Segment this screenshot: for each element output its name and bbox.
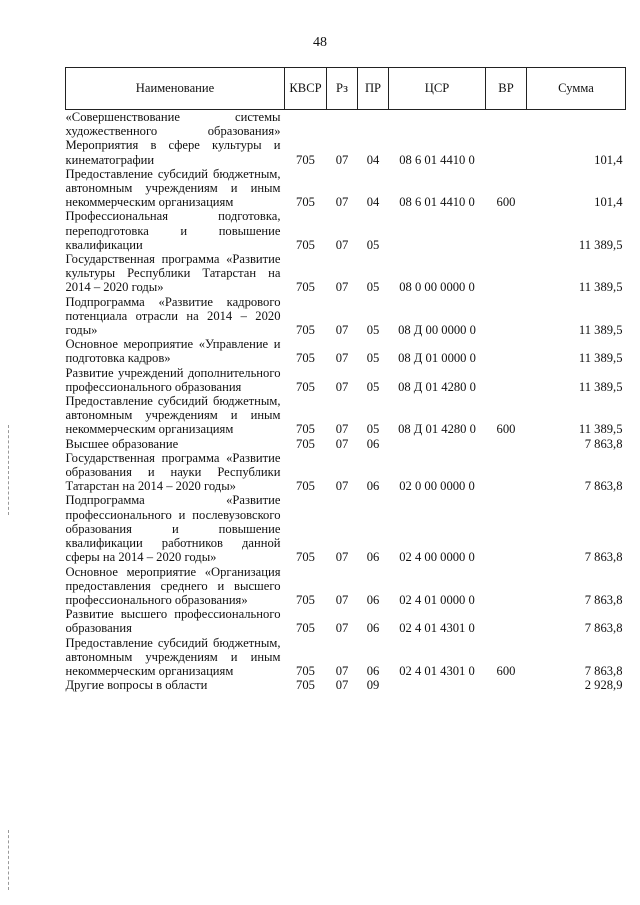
table-row <box>66 437 626 451</box>
cell-csr: 08 6 01 4410 0 <box>399 195 475 210</box>
table-row <box>66 565 626 608</box>
cell-csr: 02 0 00 0000 0 <box>399 479 475 494</box>
cell-sum: 11 389,5 <box>578 323 623 338</box>
cell-vr <box>486 493 527 564</box>
cell-rz: 07 <box>335 621 349 636</box>
cell-name: Подпрограмма «Развитие кадрового потенциала отрасли на 2014 – 2020 годы» <box>65 294 281 338</box>
cell-rz: 07 <box>335 550 349 565</box>
cell-rz: 07 <box>335 678 349 693</box>
cell-name: Государственная программа «Развитие образования и науки Республики Татарстан на 2014 – 2020 годы» <box>65 450 281 494</box>
cell-vr: 600 <box>496 663 516 678</box>
cell-sum: 101,4 <box>594 195 623 210</box>
cell-csr: 08 Д 00 0000 0 <box>398 323 476 338</box>
cell-kvsr: 705 <box>296 379 315 394</box>
cell-pr: 06 <box>366 550 380 565</box>
table-row <box>66 138 626 166</box>
cell-vr: 600 <box>496 195 516 210</box>
cell-vr <box>486 252 527 295</box>
cell-vr <box>486 678 527 692</box>
cell-pr: 06 <box>366 592 380 607</box>
cell-name: Подпрограмма «Развитие профессионального и послевузовского образования и повышение квалификации работников данной сферы на 2014 – 2020 годы» <box>65 493 281 565</box>
cell-sum: 11 389,5 <box>578 422 623 437</box>
cell-pr: 05 <box>366 351 380 366</box>
cell-csr: 08 Д 01 4280 0 <box>398 379 476 394</box>
cell-sum: 7 863,8 <box>584 592 623 607</box>
cell-csr <box>389 678 486 692</box>
cell-name: Мероприятия в сфере культуры и кинематографии <box>65 138 281 167</box>
cell-csr <box>389 110 486 139</box>
cell-rz: 07 <box>335 280 349 295</box>
cell-sum <box>527 110 626 139</box>
page-number: 48 <box>313 35 327 50</box>
cell-name: Высшее образование <box>65 436 179 451</box>
cell-rz: 07 <box>335 195 349 210</box>
cell-csr: 02 4 01 4301 0 <box>399 621 475 636</box>
cell-rz: 07 <box>335 592 349 607</box>
cell-vr: 600 <box>496 422 516 437</box>
table-row <box>66 636 626 679</box>
cell-vr <box>486 209 527 252</box>
cell-sum: 7 863,8 <box>584 550 623 565</box>
cell-rz: 07 <box>335 379 349 394</box>
table-row <box>66 366 626 394</box>
cell-sum: 2 928,9 <box>584 678 623 693</box>
cell-rz <box>327 110 358 139</box>
cell-kvsr: 705 <box>296 195 315 210</box>
cell-vr <box>486 337 527 365</box>
table-row <box>66 110 626 139</box>
table-row <box>66 167 626 210</box>
table-row <box>66 678 626 692</box>
cell-vr <box>486 451 527 494</box>
table-row <box>66 493 626 564</box>
cell-pr: 06 <box>366 479 380 494</box>
cell-vr <box>486 437 527 451</box>
cell-csr: 08 6 01 4410 0 <box>399 152 475 167</box>
cell-csr: 02 4 01 0000 0 <box>399 592 475 607</box>
cell-kvsr: 705 <box>296 237 315 252</box>
cell-rz: 07 <box>335 479 349 494</box>
table-header <box>66 68 626 110</box>
cell-pr: 05 <box>366 422 380 437</box>
header-name: Наименование <box>66 68 285 110</box>
cell-kvsr <box>285 110 327 139</box>
cell-rz: 07 <box>335 663 349 678</box>
cell-vr <box>486 138 527 166</box>
cell-kvsr: 705 <box>296 323 315 338</box>
cell-sum: 7 863,8 <box>584 436 623 451</box>
cell-rz: 07 <box>335 436 349 451</box>
cell-rz: 07 <box>335 152 349 167</box>
cell-csr: 08 Д 01 4280 0 <box>398 422 476 437</box>
margin-marks <box>8 830 9 890</box>
cell-vr <box>486 565 527 608</box>
cell-csr: 08 0 00 0000 0 <box>399 280 475 295</box>
cell-name: Развитие высшего профессионального образования <box>65 607 281 636</box>
table-row <box>66 607 626 635</box>
cell-vr <box>486 295 527 338</box>
table-row <box>66 394 626 437</box>
cell-pr: 09 <box>366 678 380 693</box>
cell-name: Развитие учреждений дополнительного профессионального образования <box>65 365 281 394</box>
cell-kvsr: 705 <box>296 152 315 167</box>
margin-marks <box>8 425 9 515</box>
cell-pr: 06 <box>366 436 380 451</box>
cell-csr <box>389 209 486 252</box>
cell-sum: 11 389,5 <box>578 379 623 394</box>
cell-sum: 7 863,8 <box>584 479 623 494</box>
cell-name: Основное мероприятие «Организация предоставления среднего и высшего профессионального образования» <box>65 564 281 607</box>
cell-kvsr: 705 <box>296 663 315 678</box>
cell-pr: 04 <box>366 152 380 167</box>
cell-rz: 07 <box>335 351 349 366</box>
cell-name: Предоставление субсидий бюджетным, автономным учреждениям и иным некоммерческим организациям <box>65 635 281 678</box>
cell-name: Основное мероприятие «Управление и подготовка кадров» <box>65 337 281 366</box>
cell-kvsr: 705 <box>296 678 315 693</box>
table-row <box>66 209 626 252</box>
cell-name: Предоставление субсидий бюджетным, автономным учреждениям и иным некоммерческим организациям <box>65 394 281 437</box>
cell-kvsr: 705 <box>296 479 315 494</box>
cell-name: Другие вопросы в области <box>65 678 208 693</box>
cell-kvsr: 705 <box>296 422 315 437</box>
cell-sum: 11 389,5 <box>578 351 623 366</box>
header-csr: ЦСР <box>389 68 486 110</box>
cell-pr: 06 <box>366 621 380 636</box>
cell-name: «Совершенствование системы художественного образования» <box>65 110 281 139</box>
header-kvsr: КВСР <box>285 68 327 110</box>
cell-pr: 05 <box>366 323 380 338</box>
cell-csr: 02 4 01 4301 0 <box>399 663 475 678</box>
cell-name: Государственная программа «Развитие культуры Республики Татарстан на 2014 – 2020 годы» <box>65 252 281 295</box>
header-vr: ВР <box>486 68 527 110</box>
cell-pr: 04 <box>366 195 380 210</box>
cell-rz: 07 <box>335 237 349 252</box>
cell-pr <box>358 110 389 139</box>
cell-rz: 07 <box>335 422 349 437</box>
cell-vr <box>486 607 527 635</box>
cell-pr: 05 <box>366 237 380 252</box>
cell-kvsr: 705 <box>296 280 315 295</box>
table-body <box>66 110 626 693</box>
cell-sum: 7 863,8 <box>584 621 623 636</box>
cell-vr <box>486 366 527 394</box>
cell-pr: 05 <box>366 379 380 394</box>
header-pr: ПР <box>358 68 389 110</box>
cell-kvsr: 705 <box>296 351 315 366</box>
cell-vr <box>486 110 527 139</box>
cell-csr: 02 4 00 0000 0 <box>399 550 475 565</box>
cell-sum: 11 389,5 <box>578 280 623 295</box>
table-row <box>66 337 626 365</box>
table-row <box>66 295 626 338</box>
header-rz: Рз <box>327 68 358 110</box>
cell-rz: 07 <box>335 323 349 338</box>
cell-kvsr: 705 <box>296 436 315 451</box>
table-row <box>66 451 626 494</box>
cell-kvsr: 705 <box>296 592 315 607</box>
cell-sum: 7 863,8 <box>584 663 623 678</box>
cell-name: Профессиональная подготовка, переподготовка и повышение квалификации <box>65 209 281 252</box>
cell-kvsr: 705 <box>296 621 315 636</box>
budget-table <box>65 67 626 692</box>
table-row <box>66 252 626 295</box>
cell-kvsr: 705 <box>296 550 315 565</box>
cell-pr: 06 <box>366 663 380 678</box>
header-sum: Сумма <box>527 68 626 110</box>
cell-sum: 11 389,5 <box>578 237 623 252</box>
cell-pr: 05 <box>366 280 380 295</box>
cell-sum: 101,4 <box>594 152 623 167</box>
cell-name: Предоставление субсидий бюджетным, автономным учреждениям и иным некоммерческим организациям <box>65 166 281 210</box>
cell-csr: 08 Д 01 0000 0 <box>398 351 476 366</box>
cell-csr <box>389 437 486 451</box>
